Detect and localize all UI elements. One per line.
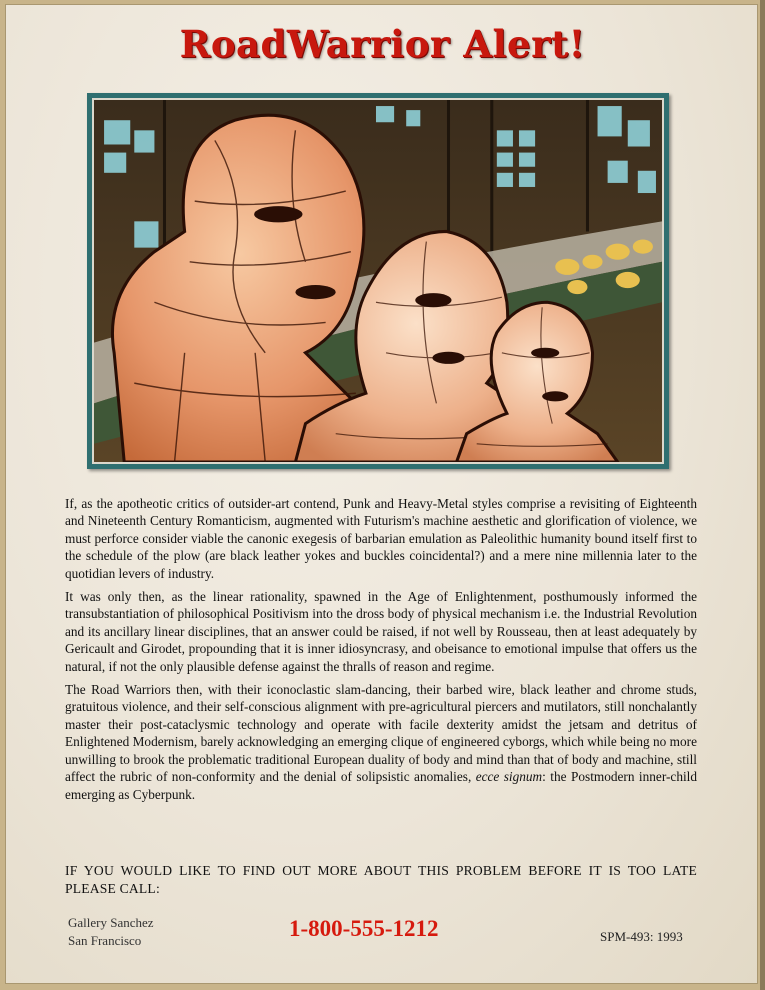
- paragraph-3-text: The Road Warriors then, with their iconoclastic slam-dancing, their barbed wire, black leather and chrome studs, gratuitous violence, and their self-conscious alignment with pre-agricultural piercers and mutilators, still nonchalantly master their post-cataclysmic technology and operate with facile dexterity amidst the jetsam and detritus of Enlightened Modernism, barely acknowledging an emerging clique of engineered cyborgs, which while being no more unwilling to brook the problematic traditional European duality of body and mind than that of body and machine, still affect the rubric of non-conformity and the denial of solipsistic anomalies,: [65, 682, 697, 785]
- essay-paragraph-1: If, as the apotheotic critics of outsider-art contend, Punk and Heavy-Metal styles comprise a revisiting of Eighteenth and Nineteenth Century Romanticism, augmented with Futurism's machine aesthetic and glorification of violence, we must perforce consider viable the canonic exegesis of barbarian emulation as Paleolithic humanity bound itself first to the schedule of the plow (are black leather yokes and buckles coincidental?) and a mere nine millennia later to the quotidian levers of industry.: [65, 496, 697, 581]
- gallery-name: Gallery Sanchez: [68, 915, 154, 930]
- essay-paragraph-3: [65, 681, 697, 803]
- essay-text: [65, 495, 697, 809]
- page-edge-stripe: [760, 0, 765, 990]
- gallery-info: [68, 914, 154, 950]
- artwork-frame: [87, 93, 669, 469]
- essay-paragraph-2: It was only then, as the linear rationality, spawned in the Age of Enlightenment, posthumously informed the transubstantiation of philosophical Positivism into the dross body of physical mechanism i.e. the Industrial Revolution and its ancillary linear disciplines, that an answer could be raised, if not well by Rousseau, then at least adequately by Gericault and Girodet, propounding that it is inner idiosyncrasy, and obeisance to emotional impulse that offers us the natural, if not the only plausible defense against the thralls of reason and regime.: [65, 589, 697, 674]
- call-to-action: IF YOU WOULD LIKE TO FIND OUT MORE ABOUT THIS PROBLEM BEFORE IT IS TOO LATE PLEASE CALL:: [65, 863, 697, 896]
- catalog-code: SPM-493: 1993: [600, 929, 683, 944]
- paragraph-3-ending: : the Postmodern inner-child emerging as Cyberpunk.: [65, 769, 697, 802]
- poster-title: RoadWarrior Alert!: [179, 22, 586, 66]
- ecce-signum-italic: ecce signum: [475, 769, 543, 785]
- artwork-image: [94, 100, 662, 462]
- phone-number: 1-800-555-1212: [289, 916, 439, 941]
- gallery-city: San Francisco: [68, 933, 142, 948]
